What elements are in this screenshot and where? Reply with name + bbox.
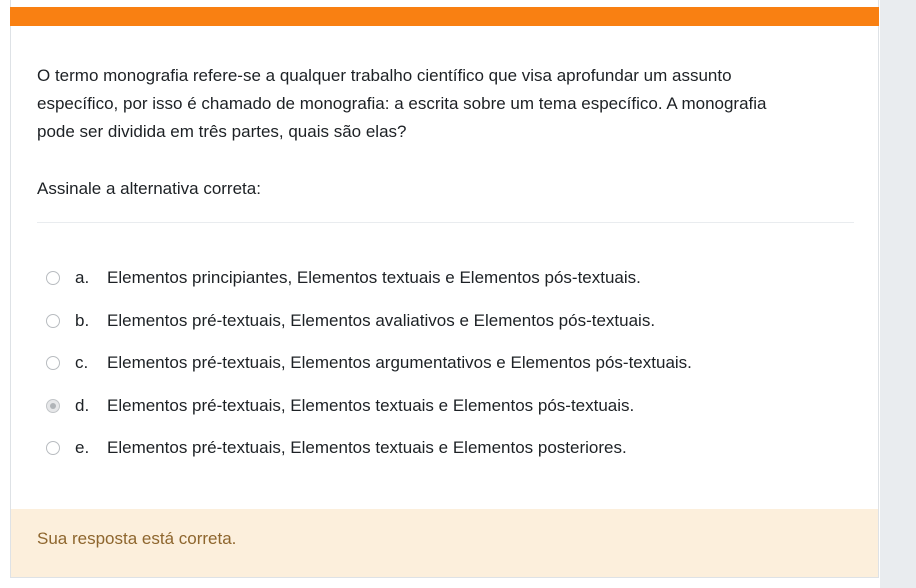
answer-text: Elementos pré-textuais, Elementos textuais e Elementos posteriores. <box>107 438 627 458</box>
answer-list <box>46 257 846 470</box>
answer-text: Elementos pré-textuais, Elementos argumentativos e Elementos pós-textuais. <box>107 353 692 373</box>
answer-letter: b. <box>75 310 90 330</box>
answer-option-d[interactable] <box>46 385 846 428</box>
question-prompt: Assinale a alternativa correta: <box>37 179 261 198</box>
radio-button-e[interactable] <box>46 441 60 455</box>
answer-letter: a. <box>75 268 90 288</box>
answer-letter: c. <box>75 353 89 373</box>
answer-option-e[interactable] <box>46 427 846 470</box>
answer-letter: e. <box>75 438 90 458</box>
answer-option-c[interactable] <box>46 342 846 385</box>
question-text <box>37 62 847 146</box>
question-line: específico, por isso é chamado de monografia: a escrita sobre um tema específico. A monografia <box>37 94 767 113</box>
radio-button-b[interactable] <box>46 314 60 328</box>
answer-letter: d. <box>75 395 90 415</box>
radio-button-d[interactable] <box>46 399 60 413</box>
answer-text: Elementos pré-textuais, Elementos textuais e Elementos pós-textuais. <box>107 395 635 415</box>
feedback-panel <box>11 509 878 577</box>
radio-button-c[interactable] <box>46 356 60 370</box>
divider <box>37 222 854 223</box>
answer-option-a[interactable] <box>46 257 846 300</box>
answer-text: Elementos principiantes, Elementos textuais e Elementos pós-textuais. <box>107 268 641 288</box>
question-line: pode ser dividida em três partes, quais são elas? <box>37 122 407 141</box>
feedback-message: Sua resposta está correta. <box>37 529 237 548</box>
page-gutter <box>880 0 916 588</box>
answer-text: Elementos pré-textuais, Elementos avaliativos e Elementos pós-textuais. <box>107 310 656 330</box>
question-line: O termo monografia refere-se a qualquer trabalho científico que visa aprofundar um assunto <box>37 66 732 85</box>
answer-option-b[interactable] <box>46 300 846 343</box>
radio-button-a[interactable] <box>46 271 60 285</box>
question-accent-bar <box>10 7 879 26</box>
